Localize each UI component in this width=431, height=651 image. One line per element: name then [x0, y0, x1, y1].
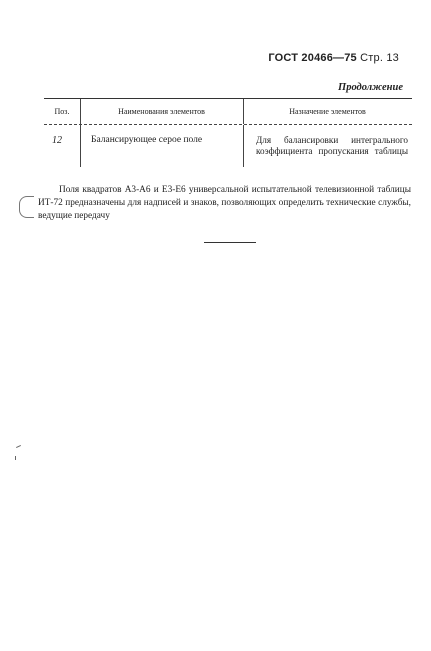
- purpose-line: коэффициента пропускания таблицы: [256, 146, 408, 156]
- column-divider: [243, 99, 244, 124]
- column-divider: [80, 99, 81, 124]
- column-header-purpose: Назначение элементов: [289, 107, 366, 116]
- page-number: Стр. 13: [360, 52, 399, 64]
- body-paragraph: Поля квадратов А3-А6 и Е3-Е6 универсальной испытательной телевизионной таблицы ИТ-72 предназначены для надписей и знаков, позволяющих определить технические службы, ведущие передачу: [38, 185, 411, 221]
- row-position: 12: [52, 135, 62, 146]
- purpose-line: Для балансировки интегрального: [256, 135, 408, 145]
- end-rule: [204, 242, 256, 243]
- column-header-name: Наименования элементов: [118, 107, 205, 116]
- column-header-position: Поз.: [54, 107, 70, 116]
- margin-tick-mark: [15, 456, 16, 460]
- row-element-purpose: [256, 135, 408, 157]
- column-divider: [243, 125, 244, 167]
- page-header: [268, 52, 399, 64]
- margin-tick-mark: [16, 445, 21, 448]
- column-divider: [80, 125, 81, 167]
- continuation-label: Продолжение: [338, 82, 403, 93]
- elements-table: [44, 98, 412, 167]
- table-header: [44, 98, 412, 125]
- row-element-name: Балансирующее серое поле: [91, 135, 203, 145]
- standard-number: ГОСТ 20466—75: [268, 52, 357, 64]
- table-row: [44, 125, 412, 167]
- margin-bracket-mark: [19, 196, 34, 218]
